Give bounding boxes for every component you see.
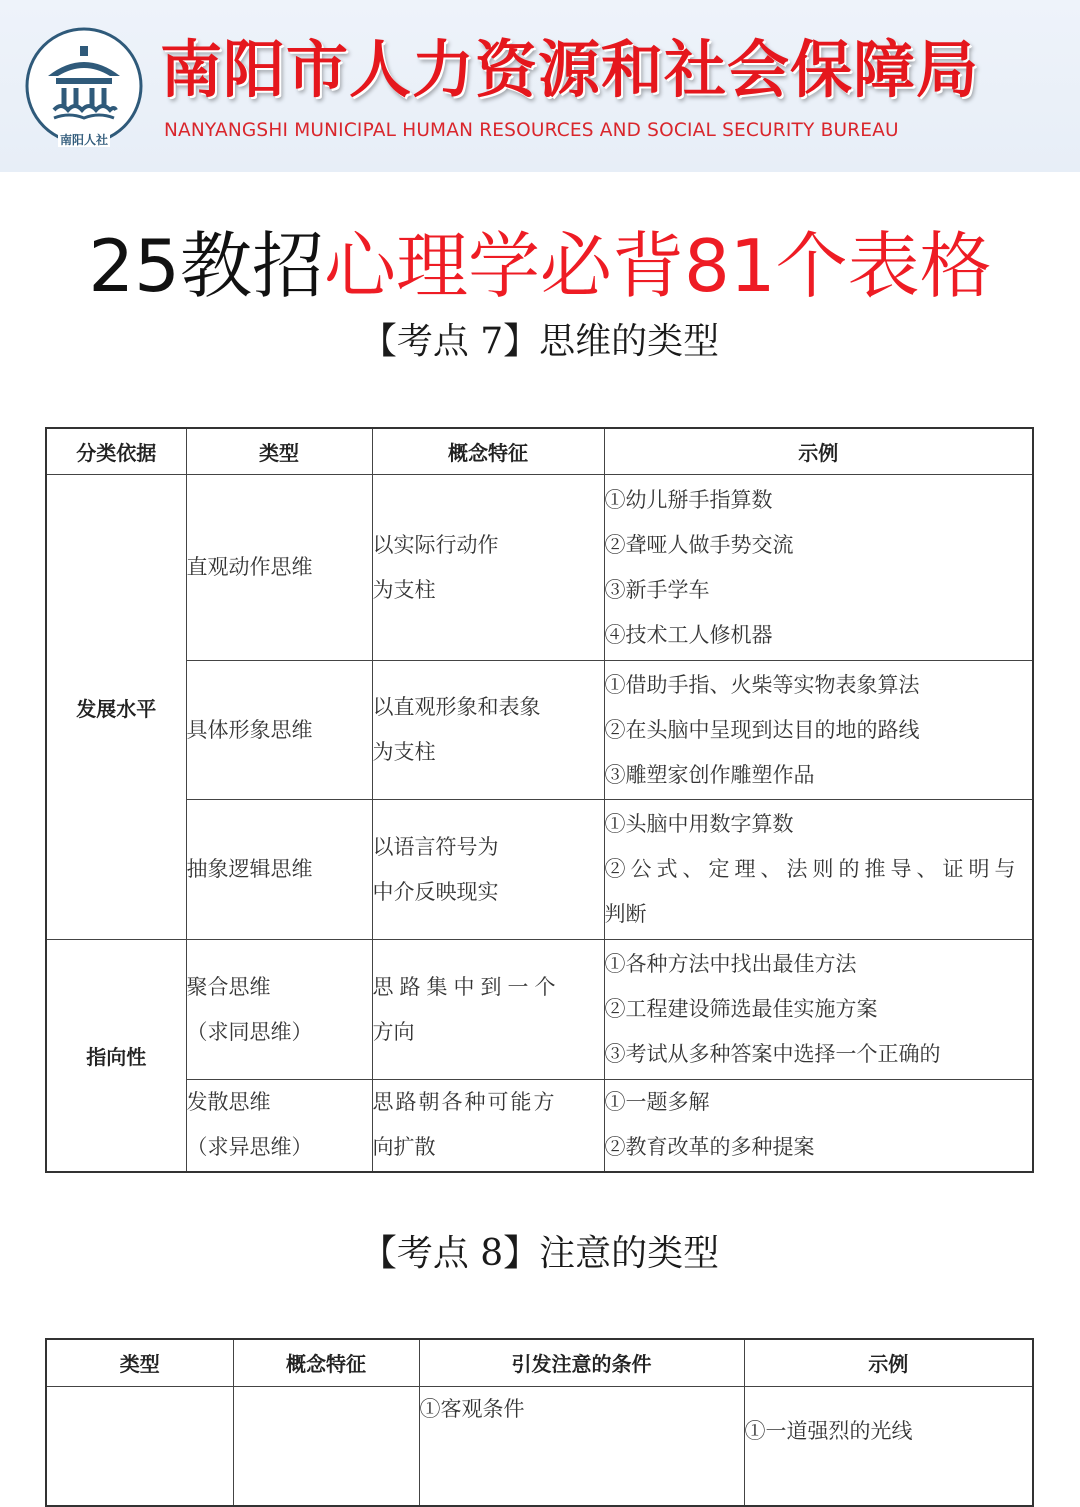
type-text: （求同思维） [186, 1019, 313, 1044]
header-example: 示例 [744, 1339, 1033, 1386]
feature-cell [233, 1386, 419, 1506]
example-cell [744, 1386, 1033, 1506]
title-prefix: 25教招 [88, 224, 324, 308]
header-type: 类型 [186, 428, 372, 475]
feature-cell [372, 475, 604, 661]
example-line: ①头脑中用数字算数 [604, 812, 794, 836]
example-line: ①各种方法中找出最佳方法 [604, 952, 857, 976]
thinking-types-table [45, 427, 1034, 1173]
example-line: ②聋哑人做手势交流 [604, 532, 794, 557]
type-cell [186, 475, 372, 661]
example-line: ①一道强烈的光线 [744, 1418, 913, 1443]
feature-cell [372, 800, 604, 940]
example-line: ①借助手指、火柴等实物表象算法 [604, 672, 920, 697]
example-line: ①幼儿掰手指算数 [604, 487, 773, 512]
feature-line: 以实际行动作 [372, 532, 499, 557]
type-text: 直观动作思维 [186, 555, 313, 579]
basis-directionality: 指向性 [46, 940, 186, 1172]
example-line: ②工程建设筛选最佳实施方案 [604, 997, 878, 1021]
bureau-logo [24, 26, 144, 152]
table-row [46, 800, 1033, 940]
example-cell [604, 800, 1033, 940]
example-line: ②教育改革的多种提案 [604, 1135, 815, 1160]
org-name-cn: 南阳市人力资源和社会保障局 [160, 33, 980, 106]
header-basis: 分类依据 [46, 428, 186, 475]
table-row [46, 1386, 1033, 1506]
header-banner [0, 0, 1080, 172]
header-example: 示例 [604, 428, 1033, 475]
header-condition: 引发注意的条件 [419, 1339, 744, 1386]
feature-line: 思路集中到一个 [372, 974, 562, 999]
feature-cell [372, 940, 604, 1080]
basis-development-level: 发展水平 [46, 475, 186, 940]
feature-line: 以语言符号为 [372, 834, 499, 859]
table-row [46, 661, 1033, 800]
table-row [46, 940, 1033, 1080]
example-cell [604, 475, 1033, 661]
feature-line: 思路朝各种可能方 [372, 1090, 557, 1115]
example-cell [604, 940, 1033, 1080]
attention-types-table [45, 1338, 1034, 1507]
example-cell [604, 661, 1033, 800]
example-line: ②公式、定理、法则的推导、证明与 [604, 857, 1021, 881]
header-type: 类型 [46, 1339, 233, 1386]
feature-line: 为支柱 [372, 740, 436, 764]
feature-line: 中介反映现实 [372, 879, 499, 904]
header-feature: 概念特征 [372, 428, 604, 475]
feature-cell [372, 1080, 604, 1172]
type-cell [46, 1386, 233, 1506]
type-text: （求异思维） [186, 1135, 313, 1160]
table-header-row [46, 428, 1033, 475]
table-header-row [46, 1339, 1033, 1386]
pavilion-logo-icon [24, 26, 144, 152]
example-line: ③雕塑家创作雕塑作品 [604, 762, 815, 787]
feature-line: 以直观形象和表象 [372, 695, 541, 719]
example-line: ①一题多解 [604, 1090, 710, 1115]
table-row [46, 475, 1033, 661]
example-line: ②在头脑中呈现到达目的地的路线 [604, 717, 920, 742]
table-row [46, 1080, 1033, 1172]
condition-line: ①客观条件 [419, 1396, 525, 1421]
type-cell [186, 1080, 372, 1172]
feature-line: 方向 [372, 1019, 415, 1044]
org-name-en: NANYANGSHI MUNICIPAL HUMAN RESOURCES AND SOCIAL SECURITY BUREAU [164, 120, 899, 141]
section7-title: 【考点 7】思维的类型 [360, 321, 720, 362]
example-cell [604, 1080, 1033, 1172]
feature-line: 为支柱 [372, 577, 436, 602]
feature-cell [372, 661, 604, 800]
type-cell [186, 661, 372, 800]
header-feature: 概念特征 [233, 1339, 419, 1386]
section8-title: 【考点 8】注意的类型 [360, 1233, 720, 1274]
example-line: ③新手学车 [604, 577, 710, 602]
type-cell [186, 800, 372, 940]
page-title [0, 218, 1080, 314]
logo-caption: 南阳人社 [59, 133, 109, 147]
type-text: 具体形象思维 [186, 717, 313, 742]
example-line: ③考试从多种答案中选择一个正确的 [604, 1042, 941, 1066]
type-text: 聚合思维 [186, 974, 271, 999]
example-line: ④技术工人修机器 [604, 622, 773, 647]
type-text: 抽象逻辑思维 [186, 857, 313, 881]
title-highlight: 心理学必背81个表格 [324, 224, 992, 308]
type-text: 发散思维 [186, 1090, 271, 1115]
feature-line: 向扩散 [372, 1135, 436, 1160]
example-line: 判断 [604, 902, 647, 926]
type-cell [186, 940, 372, 1080]
condition-cell [419, 1386, 744, 1506]
